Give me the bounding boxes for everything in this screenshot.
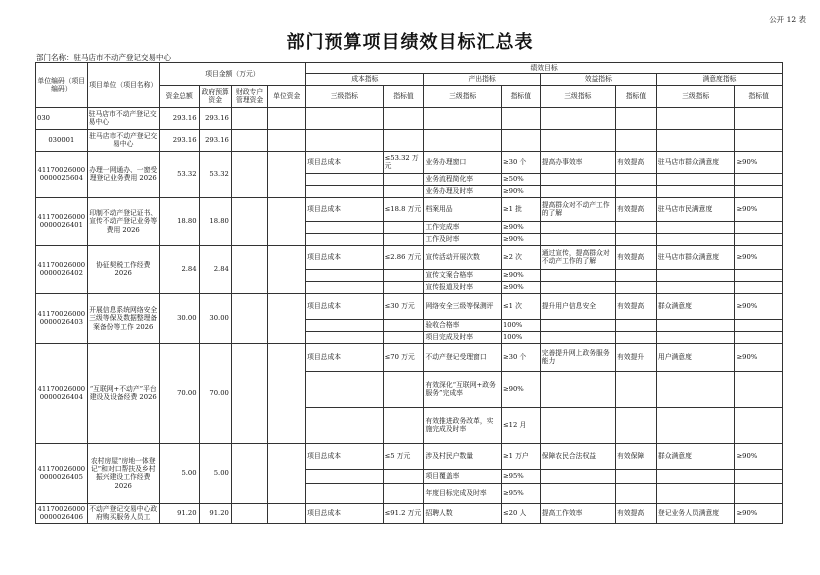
amount-total: 91.20: [159, 503, 199, 523]
amount-fin: [231, 343, 268, 443]
amount-unit: [268, 151, 306, 197]
output-indicator: 网络安全三级等保测评: [424, 293, 501, 319]
empty-cell: [616, 319, 657, 331]
table-row: [36, 443, 783, 469]
table-row: [36, 293, 783, 319]
empty-cell: [656, 469, 735, 483]
empty-cell: [616, 407, 657, 443]
empty-cell: [383, 185, 424, 197]
empty-cell: [306, 469, 383, 483]
empty-cell: [306, 331, 383, 343]
amount-gov: 2.84: [199, 245, 231, 293]
empty-cell: [735, 371, 783, 407]
unit-name: 驻马店市不动产登记交易中心: [87, 107, 159, 129]
empty-cell: [501, 107, 540, 129]
cost-value: ≤30 万元: [383, 293, 424, 319]
output-indicator: 档案用品: [424, 197, 501, 221]
empty-cell: [306, 371, 383, 407]
empty-cell: [735, 483, 783, 503]
cost-indicator: 项目总成本: [306, 443, 383, 469]
benefit-indicator: 提高群众对不动产工作的了解: [540, 197, 615, 221]
amount-fin: [231, 245, 268, 293]
satisfaction-indicator: 群众满意度: [656, 293, 735, 319]
amount-gov: 18.80: [199, 197, 231, 245]
satisfaction-value: ≥90%: [735, 503, 783, 523]
table-row: [36, 197, 783, 221]
output-indicator: 涉及村民户数量: [424, 443, 501, 469]
empty-cell: [540, 185, 615, 197]
project-code: 41170026000 0000026402: [36, 245, 88, 293]
amount-gov: 5.00: [199, 443, 231, 503]
output-indicator: 项目覆盖率: [424, 469, 501, 483]
output-indicator: 验收合格率: [424, 319, 501, 331]
output-indicator: 宣传活动开展次数: [424, 245, 501, 269]
empty-cell: [383, 129, 424, 151]
unit-name: 驻马店市不动产登记交易中心: [87, 129, 159, 151]
output-indicator: 项目完成及时率: [424, 331, 501, 343]
empty-cell: [383, 371, 424, 407]
empty-cell: [424, 129, 501, 151]
empty-cell: [540, 407, 615, 443]
page-title: 部门预算项目绩效目标汇总表: [286, 32, 534, 53]
amount-unit: [268, 197, 306, 245]
empty-cell: [540, 269, 615, 281]
cost-indicator: 项目总成本: [306, 151, 383, 173]
amount-gov: 30.00: [199, 293, 231, 343]
output-value: 100%: [501, 319, 540, 331]
empty-cell: [306, 129, 383, 151]
empty-cell: [656, 331, 735, 343]
header-cost-val: 指标值: [383, 85, 424, 107]
amount-total: 53.32: [159, 151, 199, 197]
benefit-value: 有效提高: [616, 245, 657, 269]
project-code: 41170026000 0000026404: [36, 343, 88, 443]
empty-cell: [616, 371, 657, 407]
project-code: 41170026000 0000026406: [36, 503, 88, 523]
satisfaction-value: ≥90%: [735, 151, 783, 173]
satisfaction-indicator: 登记业务人员满意度: [656, 503, 735, 523]
cost-value: ≤2.86 万元: [383, 245, 424, 269]
empty-cell: [656, 269, 735, 281]
empty-cell: [735, 129, 783, 151]
empty-cell: [306, 407, 383, 443]
empty-cell: [735, 407, 783, 443]
amount-total: 5.00: [159, 443, 199, 503]
amount-fin: [231, 293, 268, 343]
output-indicator: 有效推进政务改革，实施完成及时率: [424, 407, 501, 443]
header-output-val: 指标值: [501, 85, 540, 107]
output-value: ≥30 个: [501, 343, 540, 371]
empty-cell: [540, 331, 615, 343]
empty-cell: [616, 233, 657, 245]
empty-cell: [383, 331, 424, 343]
empty-cell: [306, 483, 383, 503]
output-indicator: 业务办理窗口: [424, 151, 501, 173]
cost-value: ≤53.32 万元: [383, 151, 424, 173]
output-indicator: 宣传报道及时率: [424, 281, 501, 293]
empty-cell: [656, 233, 735, 245]
empty-cell: [383, 107, 424, 129]
empty-cell: [656, 221, 735, 233]
satisfaction-value: ≥90%: [735, 293, 783, 319]
empty-cell: [735, 221, 783, 233]
amount-total: 2.84: [159, 245, 199, 293]
empty-cell: [616, 185, 657, 197]
table-row: [36, 129, 783, 151]
cost-value: ≤18.8 万元: [383, 197, 424, 221]
satisfaction-value: ≥90%: [735, 245, 783, 269]
benefit-value: 有效提高: [616, 197, 657, 221]
amount-gov: 70.00: [199, 343, 231, 443]
output-indicator: 业务办理及时率: [424, 185, 501, 197]
cost-value: ≤91.2 万元: [383, 503, 424, 523]
empty-cell: [616, 107, 657, 129]
amount-unit: [268, 503, 306, 523]
satisfaction-indicator: 驻马店市群众满意度: [656, 151, 735, 173]
output-value: ≥2 次: [501, 245, 540, 269]
empty-cell: [383, 269, 424, 281]
table-row: [36, 245, 783, 269]
header-cost-lvl3: 三级指标: [306, 85, 383, 107]
benefit-indicator: 提升用户信息安全: [540, 293, 615, 319]
empty-cell: [656, 107, 735, 129]
output-indicator: 有效深化“互联网+政务服务”完成率: [424, 371, 501, 407]
header-unit-fund: 单位资金: [268, 85, 306, 107]
empty-cell: [656, 371, 735, 407]
benefit-indicator: 提高办事效率: [540, 151, 615, 173]
amount-total: 70.00: [159, 343, 199, 443]
header-benefit: 效益指标: [540, 74, 656, 85]
cost-indicator: 项目总成本: [306, 197, 383, 221]
empty-cell: [735, 107, 783, 129]
header-unit-code: 单位编码（项目编码）: [36, 63, 88, 108]
benefit-value: 有效提升: [616, 343, 657, 371]
cost-value: ≤5 万元: [383, 443, 424, 469]
amount-unit: [268, 245, 306, 293]
header-amount: 项目金额（万元）: [159, 63, 305, 86]
amount-fin: [231, 151, 268, 197]
empty-cell: [735, 173, 783, 185]
output-value: 100%: [501, 331, 540, 343]
empty-cell: [383, 483, 424, 503]
project-name: 协征契税工作经费 2026: [87, 245, 159, 293]
empty-cell: [616, 221, 657, 233]
satisfaction-indicator: 群众满意度: [656, 443, 735, 469]
empty-cell: [540, 221, 615, 233]
output-value: ≤1 次: [501, 293, 540, 319]
empty-cell: [616, 281, 657, 293]
project-name: 不动产登记交易中心政府购买服务人员工: [87, 503, 159, 523]
output-value: ≥95%: [501, 483, 540, 503]
empty-cell: [540, 233, 615, 245]
satisfaction-indicator: 驻马店市群众满意度: [656, 245, 735, 269]
amount-total: 30.00: [159, 293, 199, 343]
table-row: [36, 151, 783, 173]
cost-indicator: 项目总成本: [306, 245, 383, 269]
amount-fin: [231, 197, 268, 245]
empty-cell: [306, 269, 383, 281]
output-value: ≥90%: [501, 281, 540, 293]
table-row: [36, 503, 783, 523]
empty-cell: [306, 281, 383, 293]
empty-cell: [540, 371, 615, 407]
empty-cell: [383, 319, 424, 331]
empty-cell: [735, 233, 783, 245]
output-value: ≥90%: [501, 233, 540, 245]
empty-cell: [616, 269, 657, 281]
empty-cell: [306, 185, 383, 197]
empty-cell: [268, 129, 306, 151]
benefit-value: 有效保障: [616, 443, 657, 469]
project-code: 41170026000 0000026401: [36, 197, 88, 245]
empty-cell: [383, 469, 424, 483]
table-row: [36, 343, 783, 371]
unit-code: 030: [36, 107, 88, 129]
empty-cell: [656, 185, 735, 197]
empty-cell: [424, 107, 501, 129]
header-benefit-val: 指标值: [616, 85, 657, 107]
project-code: 41170026000 0000026403: [36, 293, 88, 343]
benefit-indicator: 保障农民合法权益: [540, 443, 615, 469]
amount-unit: [268, 443, 306, 503]
output-value: ≥90%: [501, 269, 540, 281]
project-name: 印制不动产登记证书、宣传不动产登记业务等费用 2026: [87, 197, 159, 245]
empty-cell: [540, 107, 615, 129]
amount-gov: 91.20: [199, 503, 231, 523]
empty-cell: [383, 173, 424, 185]
empty-cell: [540, 483, 615, 503]
header-unit-name: 项目单位（项目名称）: [87, 63, 159, 108]
empty-cell: [306, 221, 383, 233]
header-sat-val: 指标值: [735, 85, 783, 107]
empty-cell: [306, 319, 383, 331]
table-row: [36, 107, 783, 129]
empty-cell: [268, 107, 306, 129]
empty-cell: [540, 173, 615, 185]
output-value: ≥95%: [501, 469, 540, 483]
benefit-value: 有效提高: [616, 503, 657, 523]
empty-cell: [735, 331, 783, 343]
output-indicator: 工作及时率: [424, 233, 501, 245]
empty-cell: [616, 129, 657, 151]
empty-cell: [616, 483, 657, 503]
empty-cell: [383, 407, 424, 443]
empty-cell: [540, 319, 615, 331]
empty-cell: [735, 185, 783, 197]
satisfaction-value: ≥90%: [735, 443, 783, 469]
header-cost: 成本指标: [306, 74, 424, 85]
amount-total: 18.80: [159, 197, 199, 245]
header-gov: 政府预算资金: [199, 85, 231, 107]
cost-indicator: 项目总成本: [306, 343, 383, 371]
header-satisfaction: 满意度指标: [656, 74, 782, 85]
project-name: 开展信息系统网络安全三级等保及数据整理备案备份等工作 2026: [87, 293, 159, 343]
output-value: ≥90%: [501, 221, 540, 233]
header-benefit-lvl3: 三级指标: [540, 85, 615, 107]
output-value: ≥50%: [501, 173, 540, 185]
empty-cell: [735, 281, 783, 293]
empty-cell: [540, 129, 615, 151]
empty-cell: [616, 469, 657, 483]
output-indicator: 工作完成率: [424, 221, 501, 233]
output-indicator: 招聘人数: [424, 503, 501, 523]
output-indicator: 业务流程简化率: [424, 173, 501, 185]
output-indicator: 宣传文案合格率: [424, 269, 501, 281]
header-sat-lvl3: 三级指标: [656, 85, 735, 107]
benefit-value: 有效提高: [616, 151, 657, 173]
output-value: ≥1 万户: [501, 443, 540, 469]
empty-cell: [540, 469, 615, 483]
satisfaction-value: ≥90%: [735, 343, 783, 371]
empty-cell: [501, 129, 540, 151]
empty-cell: [735, 469, 783, 483]
amount-gov: 293.16: [199, 107, 231, 129]
empty-cell: [616, 331, 657, 343]
performance-table: [35, 62, 783, 524]
output-indicator: 不动产登记受理窗口: [424, 343, 501, 371]
project-code: 41170026000 0000026405: [36, 443, 88, 503]
output-value: ≤20 人: [501, 503, 540, 523]
output-value: ≥90%: [501, 185, 540, 197]
benefit-indicator: 提高工作效率: [540, 503, 615, 523]
empty-cell: [735, 319, 783, 331]
project-name: 办理一网通办、一窗受理登记业务费用 2026: [87, 151, 159, 197]
header-output: 产出指标: [424, 74, 540, 85]
amount-fin: [231, 503, 268, 523]
empty-cell: [656, 483, 735, 503]
satisfaction-value: ≥90%: [735, 197, 783, 221]
empty-cell: [616, 173, 657, 185]
amount-total: 293.16: [159, 107, 199, 129]
header-total: 资金总额: [159, 85, 199, 107]
unit-code: 030001: [36, 129, 88, 151]
benefit-value: 有效提高: [616, 293, 657, 319]
project-name: 农村房屋“房地一体登记”和对口帮扶及乡村振兴建设工作经费 2026: [87, 443, 159, 503]
satisfaction-indicator: 用户满意度: [656, 343, 735, 371]
empty-cell: [540, 281, 615, 293]
output-value: ≥30 个: [501, 151, 540, 173]
output-value: ≥1 批: [501, 197, 540, 221]
amount-gov: 53.32: [199, 151, 231, 197]
amount-total: 293.16: [159, 129, 199, 151]
empty-cell: [231, 129, 268, 151]
project-code: 41170026000 0000025604: [36, 151, 88, 197]
amount-gov: 293.16: [199, 129, 231, 151]
empty-cell: [306, 107, 383, 129]
empty-cell: [383, 221, 424, 233]
empty-cell: [656, 319, 735, 331]
empty-cell: [735, 269, 783, 281]
empty-cell: [656, 407, 735, 443]
cost-value: ≤70 万元: [383, 343, 424, 371]
cost-indicator: 项目总成本: [306, 293, 383, 319]
benefit-indicator: 完善提升网上政务服务能力: [540, 343, 615, 371]
header-output-lvl3: 三级指标: [424, 85, 501, 107]
empty-cell: [306, 233, 383, 245]
empty-cell: [656, 129, 735, 151]
amount-unit: [268, 293, 306, 343]
page-number: 公开 12 表: [769, 15, 806, 24]
output-value: ≥90%: [501, 371, 540, 407]
empty-cell: [656, 281, 735, 293]
empty-cell: [231, 107, 268, 129]
output-value: ≤12 月: [501, 407, 540, 443]
empty-cell: [383, 281, 424, 293]
empty-cell: [383, 233, 424, 245]
department-label: 部门名称：驻马店市不动产登记交易中心: [36, 53, 171, 62]
empty-cell: [656, 173, 735, 185]
output-indicator: 年度目标完成及时率: [424, 483, 501, 503]
header-fin: 财政专户管理资金: [231, 85, 268, 107]
header-perf: 绩效目标: [306, 63, 783, 74]
benefit-indicator: 通过宣传，提高群众对不动产工作的了解: [540, 245, 615, 269]
project-name: “互联网+不动产”平台建设及设备经费 2026: [87, 343, 159, 443]
cost-indicator: 项目总成本: [306, 503, 383, 523]
amount-unit: [268, 343, 306, 443]
satisfaction-indicator: 驻马店市民满意度: [656, 197, 735, 221]
empty-cell: [306, 173, 383, 185]
amount-fin: [231, 443, 268, 503]
